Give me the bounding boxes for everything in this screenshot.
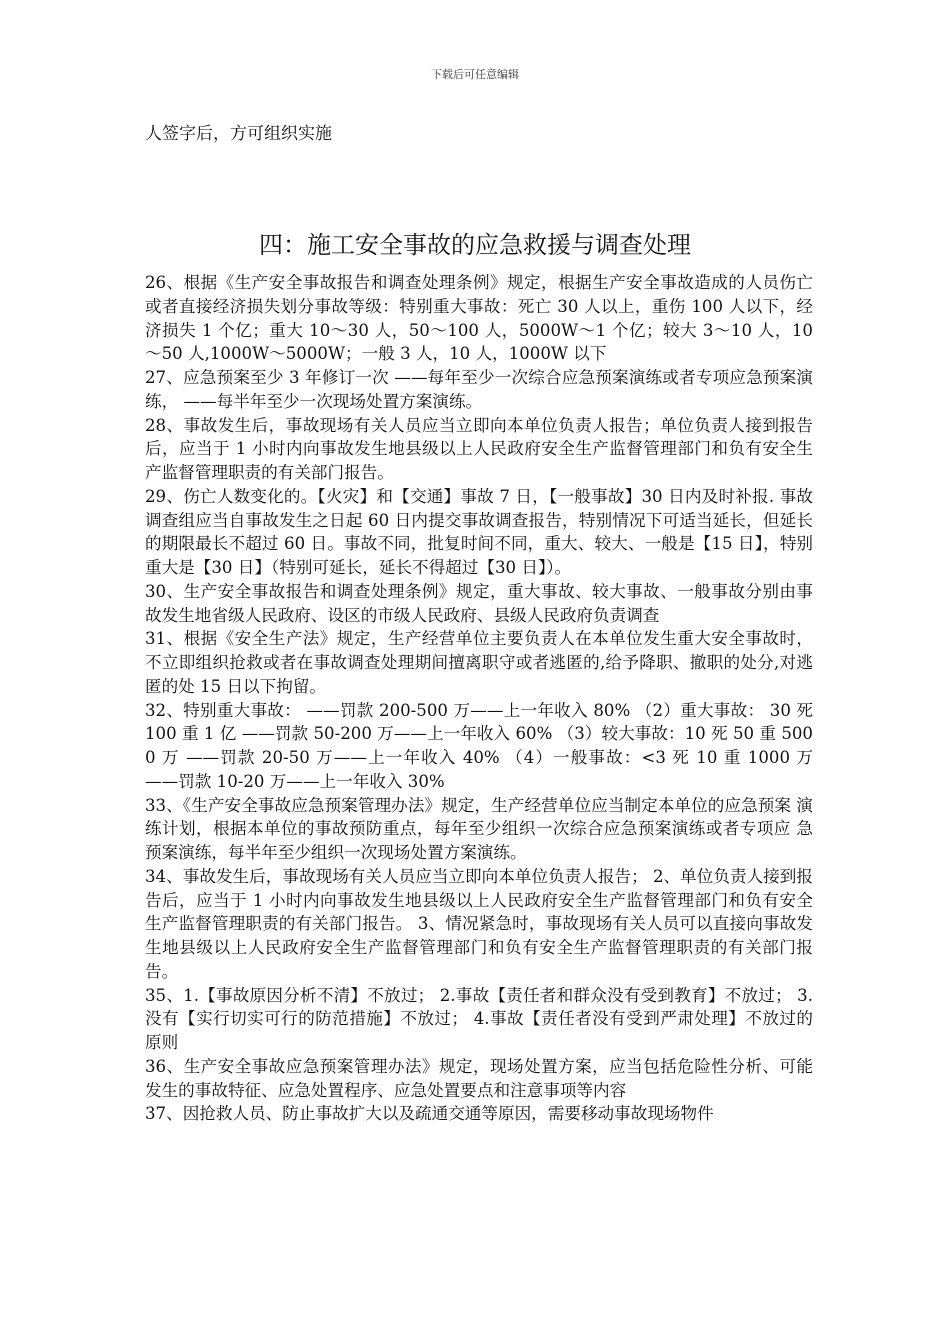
paragraph-26: 26、根据《生产安全事故报告和调查处理条例》规定，根据生产安全事故造成的人员伤亡或者直接经济损失划分事故等级：特别重大事故：死亡 30 人以上，重伤 100 人以下，经济损失 1 个亿；重大 10～30 人，50～100 人，5000W～1 个亿；较大 3～10 人，10～50 人,1000W～5000W；一般 3 人，10 人，1000W 以下 xyxy=(145,273,813,364)
paragraph-33: 33、《生产安全事故应急预案管理办法》规定，生产经营单位应当制定本单位的应急预案 演练计划，根据本单位的事故预防重点，每年至少组织一次综合应急预案演练或者专项应 急预案演练，每半年至少组织一次现场处置方案演练。 xyxy=(145,795,813,862)
paragraph-37: 37、因抢救人员、防止事故扩大以及疏通交通等原因，需要移动事故现场物件 xyxy=(145,1104,714,1124)
paragraph-31: 31、根据《安全生产法》规定，生产经营单位主要负责人在本单位发生重大安全事故时，不立即组织抢救或者在事故调查处理期间擅离职守或者逃匿的,给予降职、撤职的处分,对逃匿的处 15 日以下拘留。 xyxy=(145,629,813,696)
paragraph-36: 36、生产安全事故应急预案管理办法》规定，现场处置方案，应当包括危险性分析、可能发生的事故特征、应急处置程序、应急处置要点和注意事项等内容 xyxy=(145,1056,813,1100)
paragraph-35: 35、1.【事故原因分析不清】不放过； 2.事故【责任者和群众没有受到教育】不放过； 3.没有【实行切实可行的防范措施】不放过； 4.事故【责任者没有受到严肃处理】不放过的原则 xyxy=(145,985,813,1052)
body-text xyxy=(145,271,813,1126)
paragraph-30: 30、生产安全事故报告和调查处理条例》规定，重大事故、较大事故、一般事故分别由事故发生地省级人民政府、设区的市级人民政府、县级人民政府负责调查 xyxy=(145,581,813,625)
section-title: 四：施工安全事故的应急救援与调查处理 xyxy=(259,231,691,259)
paragraph-28: 28、事故发生后，事故现场有关人员应当立即向本单位负责人报告；单位负责人接到报告后，应当于 1 小时内向事故发生地县级以上人民政府安全生产监督管理部门和负有安全生产监督管理职责的有关部门报告。 xyxy=(145,415,813,482)
page-header: 下载后可任意编辑 xyxy=(431,68,519,81)
paragraph-34: 34、事故发生后，事故现场有关人员应当立即向本单位负责人报告； 2、单位负责人接到报告后，应当于 1 小时内向事故发生地县级以上人民政府安全生产监督管理部门和负有安全生产监督管理职责的有关部门报告。 3、情况紧急时，事故现场有关人员可以直接向事故发生地县级以上人民政府安全生产监督管理部门和负有安全生产监督管理职责的有关部门报告。 xyxy=(145,866,813,981)
paragraph-32: 32、特别重大事故： ——罚款 200-500 万——上一年收入 80% （2）重大事故： 30 死 100 重 1 亿 ——罚款 50-200 万——上一年收入 60% （3）较大事故：10 死 50 重 5000 万 ——罚款 20-50 万——上一年收入 40% （4）一般事故：<3 死 10 重 1000 万 ——罚款 10-20 万——上一年收入 30% xyxy=(145,700,813,791)
continuation-text: 人签字后，方可组织实施 xyxy=(145,124,332,144)
paragraph-27: 27、应急预案至少 3 年修订一次 ——每年至少一次综合应急预案演练或者专项应急预案演练， ——每半年至少一次现场处置方案演练。 xyxy=(145,368,813,411)
paragraph-29: 29、伤亡人数变化的。【火灾】和【交通】事故 7 日，【一般事故】30 日内及时补报. 事故调查组应当自事故发生之日起 60 日内提交事故调查报告，特别情况下可适当延长，但延长的期限最长不超过 60 日。事故不同，批复时间不同，重大、较大、一般是【15 日】，特别重大是【30 日】（特别可延长，延长不得超过【30 日】）。 xyxy=(145,486,813,577)
